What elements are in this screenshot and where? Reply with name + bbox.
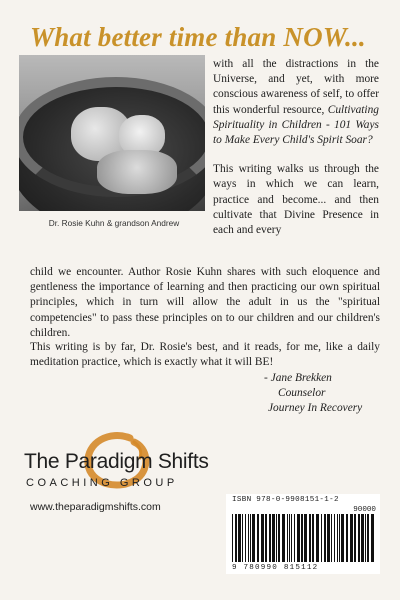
barcode-bar <box>257 514 259 562</box>
barcode-bar <box>294 514 295 562</box>
barcode-bar <box>282 514 285 562</box>
barcode-bar <box>358 514 360 562</box>
barcode-bar <box>250 514 251 562</box>
barcode-bar <box>309 514 311 562</box>
book-title-italic: Cultivating Spirituality in Children - 101 Ways to Make Every Child's Spirit Soar? <box>213 103 379 147</box>
barcode-bar <box>331 514 332 562</box>
signature-block <box>264 371 384 417</box>
barcode-bar <box>269 514 271 562</box>
body-right-paragraph: This writing walks us through the ways in which we can learn, practice and become... and then cultivate that Divine Presence in each and every <box>213 163 379 237</box>
barcode-bar <box>371 514 374 562</box>
barcode-bar <box>361 514 364 562</box>
blurb-full-width <box>30 265 380 341</box>
barcode-bar <box>276 514 277 562</box>
barcode-bar <box>341 514 344 562</box>
barcode-bar <box>248 514 249 562</box>
barcode-bar <box>346 514 348 562</box>
barcode-bar <box>272 514 275 562</box>
photo-caption: Dr. Rosie Kuhn & grandson Andrew <box>48 218 180 228</box>
barcode-bar <box>265 514 267 562</box>
barcode-bar <box>304 514 307 562</box>
barcode-bar <box>252 514 255 562</box>
barcode-bar <box>339 514 340 562</box>
barcode-bar <box>365 514 366 562</box>
barcode-bar <box>245 514 246 562</box>
author-photo <box>19 55 205 211</box>
barcode-bar <box>235 514 237 562</box>
intro-text: with all the distractions in the Universe, and yet, with more conscious awareness of self, to offer this wonderful resource, <box>213 58 379 116</box>
barcode-number: 9 780990 815112 <box>232 564 319 572</box>
headline: What better time than NOW... <box>30 22 366 52</box>
logo-subtitle: COACHING GROUP <box>26 477 178 489</box>
barcode-bar <box>261 514 264 562</box>
signature-role: Counselor <box>278 387 326 400</box>
body-final-paragraph: This writing is by far, Dr. Rosie's best, and it reads, for me, like a daily meditation practice, which is exactly what it will BE! <box>30 341 380 369</box>
barcode-bar <box>312 514 314 562</box>
barcode-bar <box>287 514 288 562</box>
barcode-bar <box>232 514 233 562</box>
intro-paragraph <box>213 57 379 148</box>
barcode-bar <box>337 514 338 562</box>
isbn-text: ISBN 978-0-9908151-1-2 <box>232 496 339 504</box>
barcode-bar <box>354 514 356 562</box>
barcode-bar <box>291 514 292 562</box>
signature-org: Journey In Recovery <box>268 402 363 415</box>
barcode-bar <box>350 514 353 562</box>
body-full-paragraph: child we encounter. Author Rosie Kuhn shares with such eloquence and gentleness the importance of learning and then practicing our own spiritual principles, which in turn will allow the adult in us the "spiritual competencies" to pass these principles on to our children and our children's children. <box>30 266 380 339</box>
barcode-bars <box>232 514 376 562</box>
barcode-bar <box>367 514 369 562</box>
barcode-bar <box>242 514 243 562</box>
barcode-bar <box>324 514 326 562</box>
barcode-bar <box>316 514 319 562</box>
barcode-bar <box>327 514 330 562</box>
barcode-bar <box>297 514 300 562</box>
barcode-bar <box>289 514 290 562</box>
barcode-bar <box>278 514 280 562</box>
blurb-final <box>30 340 380 370</box>
barcode-bar <box>334 514 335 562</box>
price-code: 90000 <box>353 506 376 514</box>
barcode-box <box>226 494 380 574</box>
barcode-bar <box>301 514 303 562</box>
blurb-right-column <box>213 57 379 238</box>
logo-name: The Paradigm Shifts <box>24 450 209 473</box>
website-url: www.theparadigmshifts.com <box>30 501 161 513</box>
signature-name: - Jane Brekken <box>264 372 332 384</box>
barcode-bar <box>321 514 322 562</box>
barcode-bar <box>238 514 241 562</box>
